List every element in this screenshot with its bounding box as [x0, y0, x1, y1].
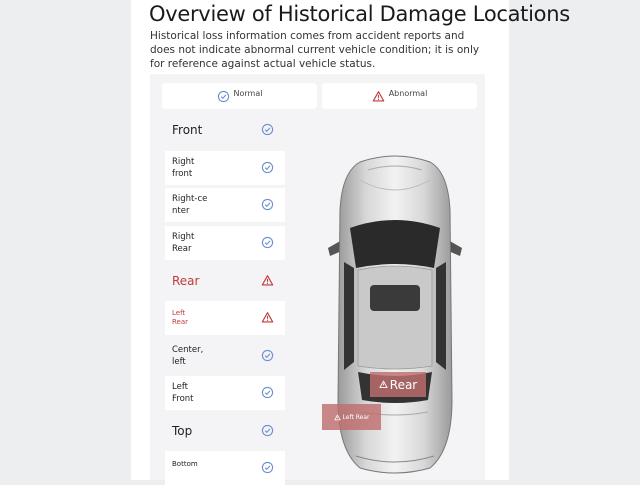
location-label: Rear	[172, 274, 200, 288]
page-title: Overview of Historical Damage Locations	[149, 2, 570, 26]
warning-triangle-icon	[261, 311, 274, 324]
location-row-right-center[interactable]	[165, 188, 285, 222]
check-circle-icon	[261, 349, 274, 362]
location-row-center-left[interactable]	[165, 339, 285, 373]
car-marker-left-rear[interactable]	[322, 404, 381, 430]
check-circle-icon	[261, 123, 274, 136]
check-circle-icon	[261, 424, 274, 437]
location-row-right-front[interactable]	[165, 151, 285, 185]
tab-normal-label: Normal	[233, 88, 263, 98]
car-marker-rear[interactable]	[370, 372, 426, 397]
tab-normal[interactable]	[162, 83, 317, 109]
warning-triangle-icon	[261, 274, 274, 287]
warning-triangle-icon	[372, 90, 385, 103]
check-circle-icon	[217, 90, 230, 103]
location-row-right-rear[interactable]	[165, 226, 285, 260]
check-circle-icon	[261, 161, 274, 174]
location-label: Center, left	[172, 345, 204, 367]
check-circle-icon	[261, 198, 274, 211]
location-label: Right front	[172, 157, 195, 179]
location-row-left-front[interactable]	[165, 376, 285, 410]
tab-abnormal-label: Abnormal	[388, 88, 428, 98]
location-label: Right Rear	[172, 232, 195, 254]
car-marker-rear-label: Rear	[389, 377, 418, 392]
location-row-rear[interactable]	[165, 264, 285, 298]
car-top-view-illustration	[320, 150, 470, 480]
disclaimer-note: Historical loss information comes from accident reports and does not indicate abnormal current vehicle condition; it is only for reference against actual vehicle status.	[150, 30, 480, 70]
check-circle-icon	[261, 236, 274, 249]
location-label: Left Front	[172, 382, 194, 404]
check-circle-icon	[261, 461, 274, 474]
location-label: Left Rear	[172, 309, 189, 326]
check-circle-icon	[261, 386, 274, 399]
car-marker-left-rear-label: Left Rear	[342, 413, 370, 421]
warning-triangle-icon	[379, 380, 388, 389]
tab-abnormal[interactable]	[322, 83, 477, 109]
location-label: Bottom	[172, 460, 198, 468]
location-label: Right-center	[172, 194, 208, 216]
warning-triangle-icon	[334, 414, 341, 421]
location-row-top[interactable]	[165, 414, 285, 448]
location-row-front[interactable]	[165, 113, 285, 147]
location-row-left-rear[interactable]	[165, 301, 285, 335]
location-label: Top	[172, 424, 193, 438]
location-label: Front	[172, 123, 203, 137]
